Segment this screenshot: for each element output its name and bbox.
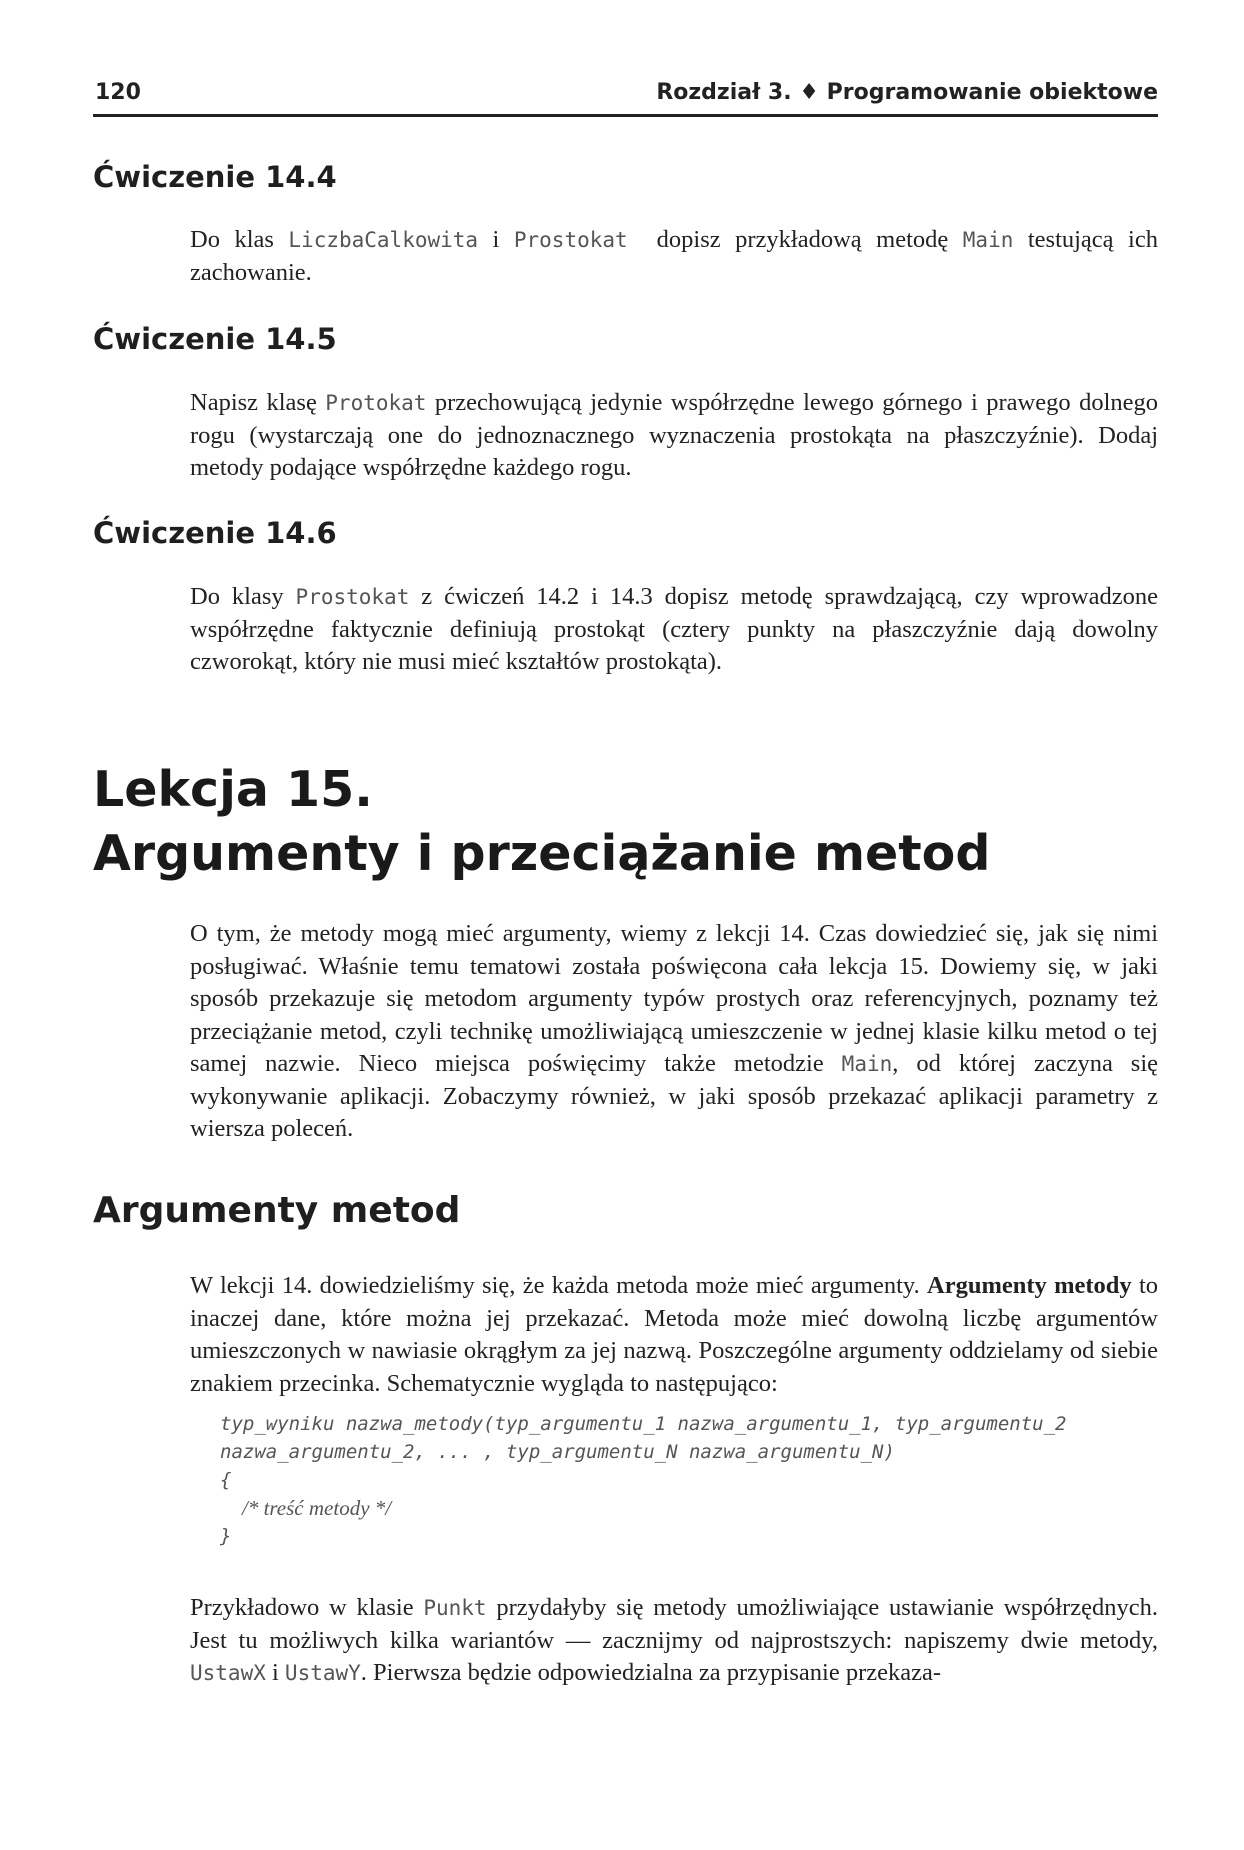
text-run: z ćwiczeń 14.2 i 14.3 dopisz metodę sprawdzającą, czy wprowadzone współrzędne faktycznie definiują prostokąt (cztery punkty na płaszczyźnie dają dowolny czworokąt, który nie musi mieć kształtów prostokąta). [190,583,1158,675]
code-line: } [220,1525,232,1547]
code-line: typ_wyniku nazwa_metody(typ_argumentu_1 nazwa_argumentu_1, typ_argumentu_2 [220,1413,1067,1435]
text-run: i [478,226,514,253]
text-run: , od której zaczyna się wykonywanie aplikacji. Zobaczymy również, w jaki sposób przekazać aplikacji parametry z wiersza poleceń. [190,1050,1159,1142]
text-run: . Pierwsza będzie odpowiedzialna za przypisanie przekaza- [360,1659,942,1686]
text-run: i [265,1659,285,1686]
lesson-title-line: Argumenty i przeciążanie metod [93,825,991,882]
text-run: Przykładowo w klasie [190,1594,424,1621]
running-header [93,74,1158,117]
text-run: Do klasy [190,583,296,610]
section-paragraph [190,1270,1158,1400]
lesson-intro [190,918,1158,1146]
code-term: UstawY [284,1661,361,1685]
section-paragraph [190,1592,1158,1690]
code-term: UstawX [190,1661,266,1685]
text-run: O tym, że metody mogą mieć argumenty, wiemy z lekcji 14. Czas dowiedzieć się, jak się nimi posługiwać. Właśnie temu tematowi została poświęcona cała lekcja 15. Dowiemy się, w jaki sposób przekazuje się metodom argumenty typów prostych oraz referencyjnych, poznamy też przeciążanie metod, czyli technikę umożliwiającą umieszczenie w jednej klasie kilku metod o tej samej nazwie. Nieco miejsca poświęcimy także metodzie [190,920,1158,1077]
text-run: przechowującą jedynie współrzędne lewego górnego i prawego dolnego rogu (wystarczają one do jednoznacznego wyznaczenia prostokąta na płaszczyźnie). Dodaj metody podające współrzędne każdego rogu. [190,389,1159,481]
code-term: Prostokat [295,585,410,609]
code-term: Main [962,228,1014,252]
code-term: Protokat [325,391,427,415]
section-title: Argumenty metod [93,1190,461,1231]
text-run: Do klas [190,226,289,253]
text-run: dopisz przykładową metodę [627,226,963,253]
code-line: nazwa_argumentu_2, ... , typ_argumentu_N nazwa_argumentu_N) [220,1441,895,1463]
code-line: { [220,1469,232,1491]
exercise-text [190,224,1158,289]
text-run: W lekcji 14. dowiedzieliśmy się, że każda metoda może mieć argumenty. [190,1272,928,1299]
bold-term: Argumenty metody [927,1272,1132,1299]
code-term: Punkt [423,1596,487,1620]
code-term: Main [841,1052,893,1076]
text-run: Napisz klasę [190,389,326,416]
exercise-heading: Ćwiczenie 14.5 [93,322,337,356]
text-run: przydałyby się metody umożliwiające ustawianie współrzędnych. Jest tu możliwych kilka wariantów — zacznijmy od najprostszych: napiszemy dwie metody, [190,1594,1159,1654]
text-run: testującą ich zachowanie. [190,226,1158,286]
chapter-title: Rozdział 3. ♦ Programowanie obiektowe [656,80,1158,105]
lesson-title-line: Lekcja 15. [93,761,373,818]
exercise-text [190,387,1158,485]
code-line: /* treść metody */ [242,1496,392,1520]
exercise-heading: Ćwiczenie 14.6 [93,516,337,550]
text-run: to inaczej dane, które można jej przekazać. Metoda może mieć dowolną liczbę argumentów umieszczonych w nawiasie okrągłym za jej nazwą. Poszczególne argumenty oddzielamy od siebie znakiem przecinka. Schematycznie wygląda to następująco: [190,1272,1159,1397]
code-term: Prostokat [513,228,628,252]
exercise-heading: Ćwiczenie 14.4 [93,160,337,194]
page-number: 120 [95,80,141,105]
lesson-title [93,758,990,886]
exercise-text [190,581,1158,679]
code-term: LiczbaCalkowita [288,228,479,252]
code-listing [220,1410,1120,1550]
